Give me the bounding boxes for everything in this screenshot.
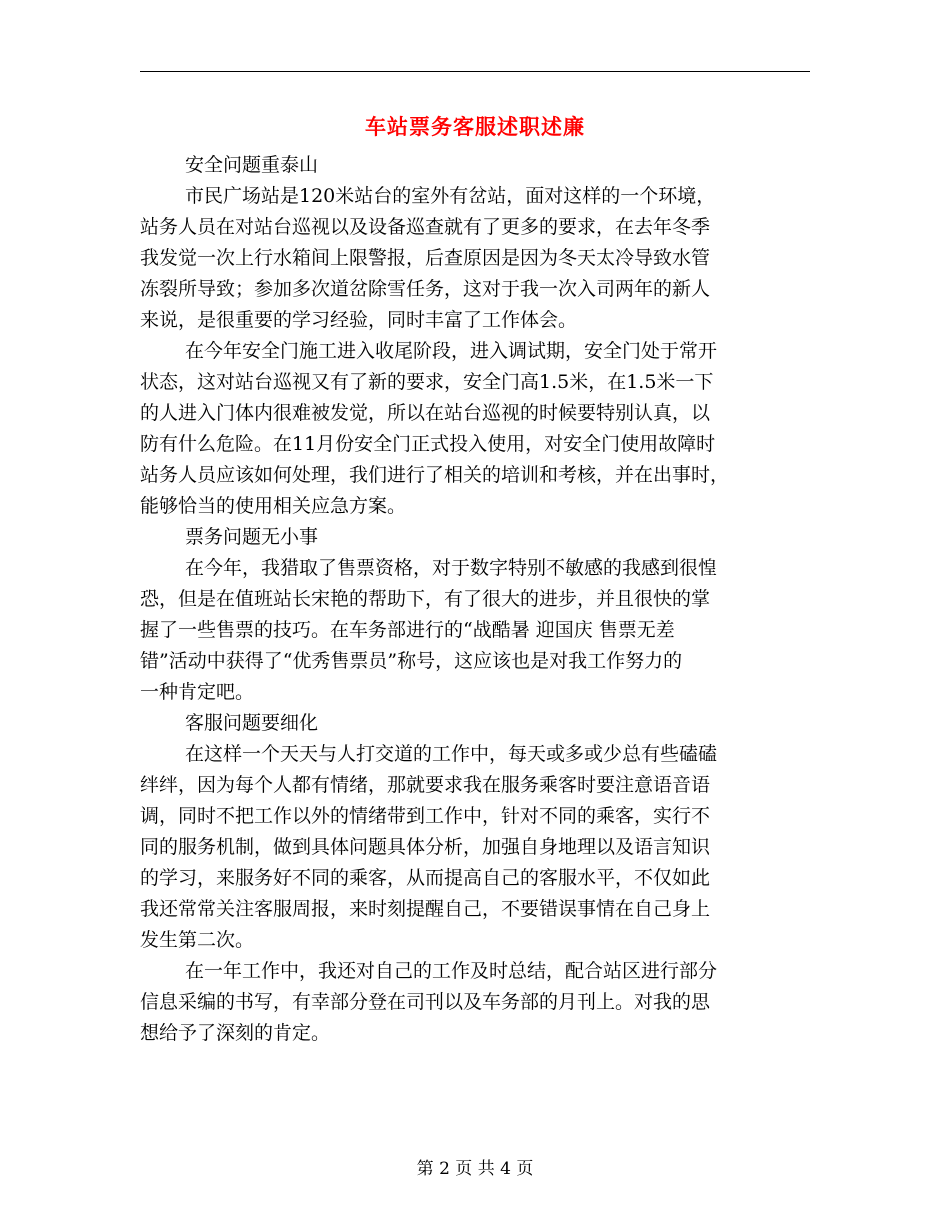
header-rule: [140, 71, 810, 72]
text-line: 安全问题重泰山: [185, 154, 319, 176]
text-line: 我还常常关注客服周报，来时刻提醒自己，不要错误事情在自己身上: [140, 898, 711, 920]
document-title: 车站票务客服述职述廉: [365, 114, 585, 139]
text-line: 冻裂所导致；参加多次道岔除雪任务，这对于我一次入司两年的新人: [140, 278, 711, 300]
text-line: 在这样一个天天与人打交道的工作中，每天或多或少总有些磕磕: [185, 743, 718, 765]
page-footer: 第 2 页 共 4 页: [416, 1159, 534, 1179]
text-line: 状态，这对站台巡视又有了新的要求，安全门高1.5米，在1.5米一下: [140, 371, 714, 393]
text-line: 的人进入门体内很难被发觉，所以在站台巡视的时候要特别认真，以: [140, 402, 711, 424]
text-line: 能够恰当的使用相关应急方案。: [140, 495, 407, 517]
text-line: 调，同时不把工作以外的情绪带到工作中，针对不同的乘客，实行不: [140, 805, 711, 827]
text-line: 发生第二次。: [140, 929, 255, 951]
text-line: 客服问题要细化: [185, 712, 319, 734]
text-line: 在一年工作中，我还对自己的工作及时总结，配合站区进行部分: [185, 960, 718, 982]
document-body: [140, 150, 812, 1049]
text-line: 恐，但是在值班站长宋艳的帮助下，有了很大的进步，并且很快的掌: [140, 588, 711, 610]
text-line: 市民广场站是120米站台的室外有岔站，面对这样的一个环境，: [185, 185, 716, 207]
text-line: 绊绊，因为每个人都有情绪，那就要求我在服务乘客时要注意语音语: [140, 774, 711, 796]
text-line: 我发觉一次上行水箱间上限警报，后查原因是因为冬天太冷导致水管: [140, 247, 711, 269]
text-line: 站务人员在对站台巡视以及设备巡查就有了更多的要求，在去年冬季: [140, 216, 711, 238]
text-line: 错”活动中获得了“优秀售票员”称号，这应该也是对我工作努力的: [140, 650, 683, 672]
text-line: 票务问题无小事: [185, 526, 319, 548]
text-line: 在今年安全门施工进入收尾阶段，进入调试期，安全门处于常开: [185, 340, 718, 362]
text-line: 在今年，我猎取了售票资格，对于数字特别不敏感的我感到很惶: [185, 557, 718, 579]
text-line: 一种肯定吧。: [140, 681, 255, 703]
text-line: 想给予了深刻的肯定。: [140, 1022, 331, 1044]
text-line: 防有什么危险。在11月份安全门正式投入使用，对安全门使用故障时: [140, 433, 716, 455]
text-line: 站务人员应该如何处理，我们进行了相关的培训和考核，并在出事时，: [140, 464, 730, 486]
text-line: 信息采编的书写，有幸部分登在司刊以及车务部的月刊上。对我的思: [140, 991, 711, 1013]
text-line: 来说，是很重要的学习经验，同时丰富了工作体会。: [140, 309, 578, 331]
text-line: 握了一些售票的技巧。在车务部进行的“战酷暑 迎国庆 售票无差: [140, 619, 675, 641]
text-line: 同的服务机制，做到具体问题具体分析，加强自身地理以及语言知识: [140, 836, 711, 858]
text-line: 的学习，来服务好不同的乘客，从而提高自己的客服水平，不仅如此: [140, 867, 711, 889]
